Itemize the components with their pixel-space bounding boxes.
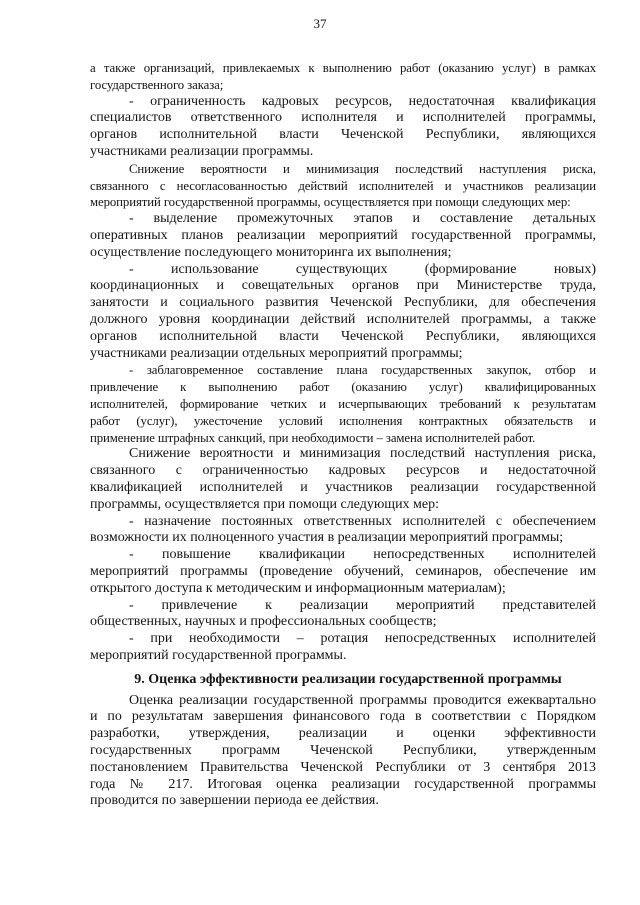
text-line: координационных и совещательных органов при Министерстве труда, <box>90 278 596 294</box>
text-line: должного уровня координации действий исполнителей программы, а также <box>90 311 596 327</box>
text-line: - привлечение к реализации мероприятий представителей <box>129 597 596 613</box>
text-line: - использование существующих (формирование новых) <box>129 261 596 277</box>
paragraph <box>90 60 596 94</box>
list-item <box>90 631 596 665</box>
text-line: постановлением Правительства Чеченской Республики от 3 сентября 2013 <box>90 759 596 775</box>
text-line: - при необходимости – ротация непосредственных исполнителей <box>129 631 596 647</box>
text-line: исполнителей, формирование четких и исчерпывающих требований к результатам <box>90 396 596 411</box>
text-line: связанного с ограниченностью кадровых ресурсов и недостаточной <box>90 463 596 479</box>
text-line: - ограниченность кадровых ресурсов, недостаточная квалификация <box>129 93 596 109</box>
text-line: - выделение промежуточных этапов и составление детальных <box>129 211 596 227</box>
text-line: квалификацией исполнителей и участников реализации государственной <box>90 479 596 495</box>
list-item <box>90 514 596 548</box>
text-line: государственного заказа; <box>90 77 224 92</box>
text-line: общественных, научных и профессиональных сообществ; <box>90 614 437 630</box>
text-line: оперативных планов реализации мероприятий государственной программы, <box>90 227 596 243</box>
text-line: государственных программ Чеченской Республики, утвержденным <box>90 743 596 759</box>
text-line: Оценка реализации государственной программы проводится ежеквартально <box>129 692 596 708</box>
text-line: применение штрафных санкций, при необходимости – замена исполнителей работ. <box>90 430 536 445</box>
paragraph <box>90 446 596 513</box>
text-line: Снижение вероятности и минимизация последствий наступления риска, <box>129 446 596 462</box>
text-line: работ (услуг), ужесточение условий исполнения контрактных обязательств и <box>90 413 596 428</box>
text-line: Снижение вероятности и минимизация последствий наступления риска, <box>129 161 596 176</box>
text-line: связанного с несогласованностью действий исполнителей и участников реализации <box>90 178 596 193</box>
text-line: возможности их полноценного участия в реализации мероприятий программы; <box>90 530 564 546</box>
list-item <box>90 262 596 363</box>
text-line: мероприятий государственной программы, осуществляется при помощи следующих мер: <box>90 195 571 210</box>
text-line: участниками реализации программы. <box>90 143 314 159</box>
list-item <box>90 598 596 632</box>
text-line: мероприятий программы (проведение обучений, семинаров, обеспечение им <box>90 563 596 579</box>
text-line: специалистов ответственного исполнителя и исполнителей программы, <box>90 110 596 126</box>
text-line: программы, осуществляется при помощи следующих мер: <box>90 496 440 512</box>
text-line: привлечение к выполнению работ (оказанию услуг) квалифицированных <box>90 380 596 395</box>
list-item <box>90 211 596 261</box>
list-item <box>90 94 596 161</box>
document-body <box>90 60 596 810</box>
section-paragraph <box>90 693 596 811</box>
list-item <box>90 547 596 597</box>
text-line: - повышение квалификации непосредственных исполнителей <box>129 547 596 563</box>
text-line: проводится по завершении периода ее действия. <box>90 793 379 809</box>
section-heading: 9. Оценка эффективности реализации государственной программы <box>134 671 562 687</box>
text-line: года № 217. Итоговая оценка реализации государственной программы <box>90 776 596 792</box>
text-line: и по результатам завершения финансового года в соответствии с Порядком <box>90 709 596 725</box>
text-line: открытого доступа к методическим и информационным материалам); <box>90 580 506 596</box>
text-line: а также организаций, привлекаемых к выполнению работ (оказанию услуг) в рамках <box>90 61 596 75</box>
text-line: разработки, утверждения, реализации и оценки эффективности <box>90 726 596 742</box>
text-line: органов исполнительной власти Чеченской Республики, являющихся <box>90 127 596 143</box>
paragraph <box>90 161 596 211</box>
text-line: - заблаговременное составление плана государственных закупок, отбор и <box>129 363 596 378</box>
text-line: мероприятий государственной программы. <box>90 647 347 663</box>
text-line: органов исполнительной власти Чеченской Республики, являющихся <box>90 328 596 344</box>
page-number: 37 <box>313 16 327 31</box>
text-line: - назначение постоянных ответственных исполнителей с обеспечением <box>129 513 596 529</box>
text-line: осуществление последующего мониторинга их выполнения; <box>90 244 452 260</box>
text-line: участниками реализации отдельных мероприятий программы; <box>90 345 463 361</box>
list-item <box>90 362 596 446</box>
text-line: занятости и социального развития Чеченской Республики, для обеспечения <box>90 295 596 311</box>
